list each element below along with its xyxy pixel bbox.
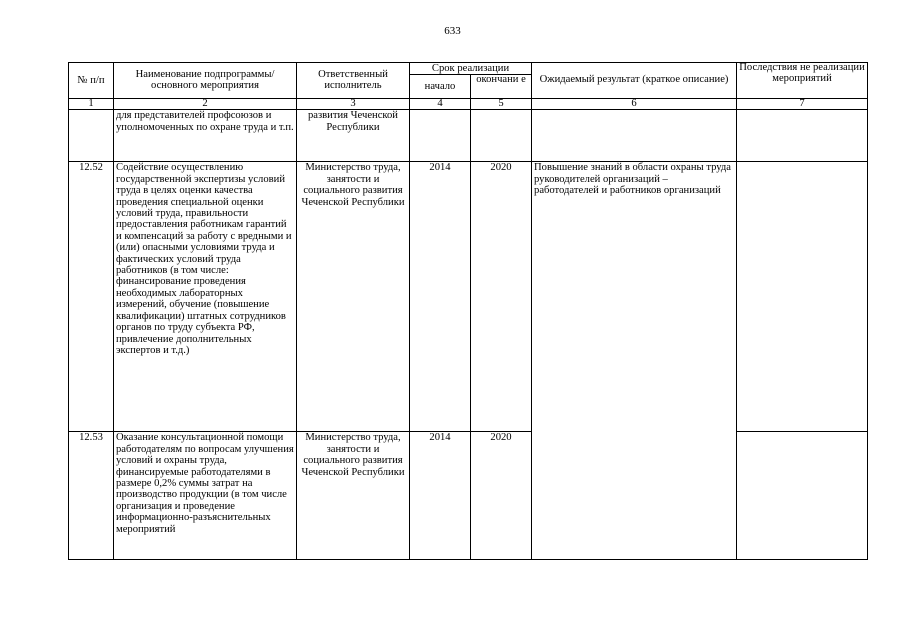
table-row bbox=[69, 110, 868, 162]
row-end: 2020 bbox=[471, 432, 532, 560]
header-end: окончани е bbox=[471, 75, 532, 99]
row-result: Повышение знаний в области охраны труда руководителей организаций – работодателей и работников организаций bbox=[532, 162, 737, 560]
row-result bbox=[532, 110, 737, 162]
row-name: Оказание консультационной помощи работодателям по вопросам улучшения условий и охраны труда, финансируемые работодателями в размере 0,2% суммы затрат на производство продукции (в том числе организация и проведение информационно-разъяснительных мероприятий bbox=[114, 432, 297, 560]
header-start: начало bbox=[410, 75, 471, 99]
row-consequences bbox=[737, 162, 868, 432]
row-end: 2020 bbox=[471, 162, 532, 432]
row-responsible: развития Чеченской Республики bbox=[297, 110, 410, 162]
col-number-4: 4 bbox=[410, 99, 471, 110]
header-name: Наименование подпрограммы/ основного мероприятия bbox=[114, 63, 297, 99]
row-number: 12.53 bbox=[69, 432, 114, 560]
header-number: № п/п bbox=[69, 63, 114, 99]
activities-table bbox=[68, 62, 868, 560]
col-number-2: 2 bbox=[114, 99, 297, 110]
row-number bbox=[69, 110, 114, 162]
row-name: для представителей профсоюзов и уполномоченных по охране труда и т.п. bbox=[114, 110, 297, 162]
col-number-7: 7 bbox=[737, 99, 868, 110]
header-consequences: Последствия не реализации мероприятий bbox=[737, 63, 868, 99]
col-number-1: 1 bbox=[69, 99, 114, 110]
page-number: 633 bbox=[444, 25, 461, 37]
row-consequences bbox=[737, 110, 868, 162]
row-responsible: Министерство труда, занятости и социального развития Чеченской Республики bbox=[297, 162, 410, 432]
row-end bbox=[471, 110, 532, 162]
col-number-5: 5 bbox=[471, 99, 532, 110]
table-row bbox=[69, 162, 868, 432]
header-term: Срок реализации bbox=[410, 63, 532, 75]
header-responsible: Ответственный исполнитель bbox=[297, 63, 410, 99]
header-result: Ожидаемый результат (краткое описание) bbox=[532, 63, 737, 99]
row-number: 12.52 bbox=[69, 162, 114, 432]
row-start: 2014 bbox=[410, 432, 471, 560]
row-consequences bbox=[737, 432, 868, 560]
row-responsible: Министерство труда, занятости и социального развития Чеченской Республики bbox=[297, 432, 410, 560]
col-number-3: 3 bbox=[297, 99, 410, 110]
row-start: 2014 bbox=[410, 162, 471, 432]
col-number-6: 6 bbox=[532, 99, 737, 110]
table-row bbox=[69, 432, 868, 560]
row-start bbox=[410, 110, 471, 162]
row-name: Содействие осуществлению государственной экспертизы условий труда в целях оценки качества проведения специальной оценки условий труда, правильности предоставления работникам гарантий и компенсаций за работу с вредными и (или) опасными условиями труда и фактических условий труда работников (в том числе: финансирование проведения необходимых лабораторных измерений, обучение (повышение квалификации) штатных сотрудников органов по труду субъекта РФ, привлечение дополнительных экспертов и т.д.) bbox=[114, 162, 297, 432]
